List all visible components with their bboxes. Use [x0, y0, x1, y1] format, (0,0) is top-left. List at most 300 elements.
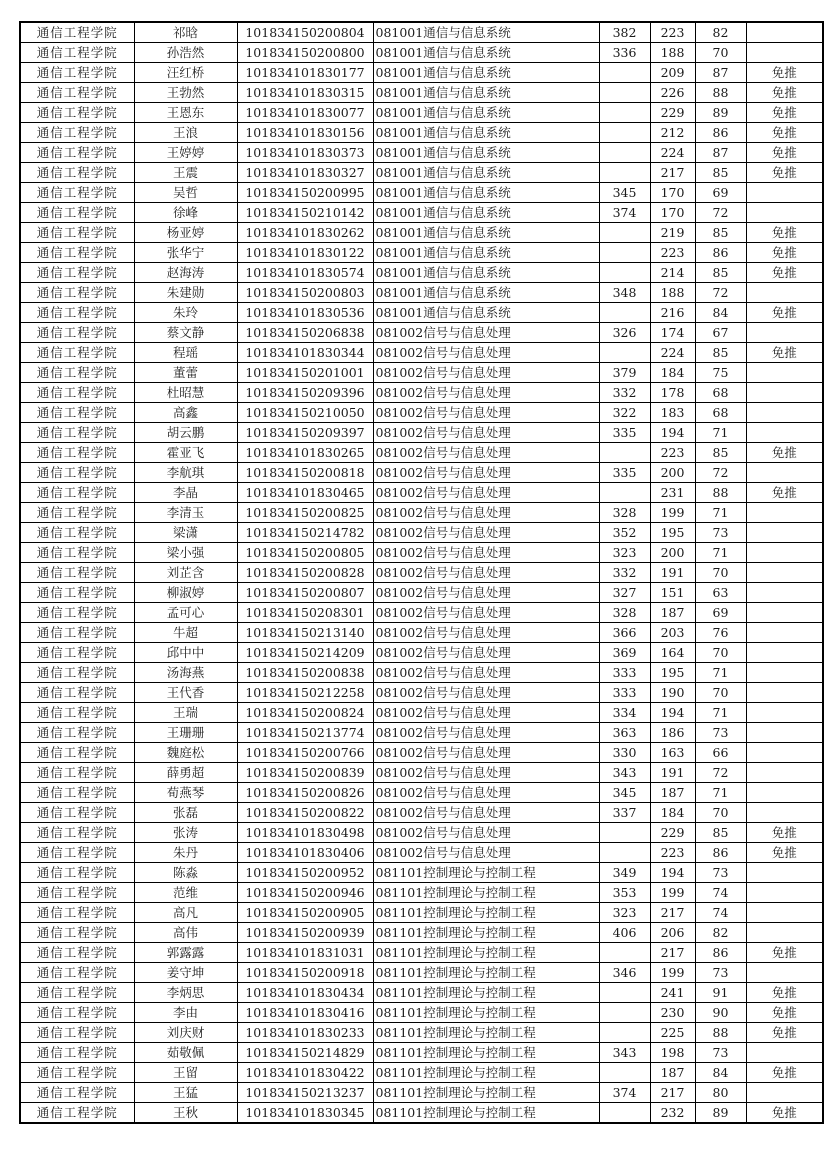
- cell-score2: 194: [650, 703, 695, 723]
- cell-college: 通信工程学院: [20, 523, 134, 543]
- cell-score1: [599, 143, 650, 163]
- cell-college: 通信工程学院: [20, 563, 134, 583]
- cell-candidate_no: 101834150213237: [237, 1083, 373, 1103]
- cell-major: 081101控制理论与控制工程: [373, 1023, 599, 1043]
- cell-candidate_no: 101834101830345: [237, 1103, 373, 1124]
- cell-candidate_no: 101834150200818: [237, 463, 373, 483]
- cell-score3: 73: [695, 523, 746, 543]
- cell-candidate_no: 101834101830574: [237, 263, 373, 283]
- cell-name: 赵海涛: [134, 263, 237, 283]
- cell-college: 通信工程学院: [20, 463, 134, 483]
- cell-candidate_no: 101834150214209: [237, 643, 373, 663]
- cell-score2: 224: [650, 343, 695, 363]
- cell-name: 荀燕琴: [134, 783, 237, 803]
- cell-candidate_no: 101834150214782: [237, 523, 373, 543]
- cell-name: 杜昭慧: [134, 383, 237, 403]
- cell-score1: 374: [599, 1083, 650, 1103]
- cell-major: 081001通信与信息系统: [373, 203, 599, 223]
- cell-major: 081002信号与信息处理: [373, 783, 599, 803]
- cell-note: 免推: [746, 943, 823, 963]
- cell-score3: 71: [695, 543, 746, 563]
- cell-score2: 229: [650, 823, 695, 843]
- cell-college: 通信工程学院: [20, 1023, 134, 1043]
- cell-candidate_no: 101834150200839: [237, 763, 373, 783]
- cell-score1: [599, 943, 650, 963]
- cell-score3: 86: [695, 123, 746, 143]
- cell-score2: 184: [650, 363, 695, 383]
- cell-college: 通信工程学院: [20, 803, 134, 823]
- table-row: [20, 263, 823, 283]
- cell-candidate_no: 101834150213140: [237, 623, 373, 643]
- cell-score1: [599, 123, 650, 143]
- table-row: [20, 543, 823, 563]
- cell-name: 胡云鹏: [134, 423, 237, 443]
- cell-candidate_no: 101834150212258: [237, 683, 373, 703]
- cell-major: 081101控制理论与控制工程: [373, 943, 599, 963]
- cell-score1: 337: [599, 803, 650, 823]
- cell-candidate_no: 101834101830327: [237, 163, 373, 183]
- table-row: [20, 1003, 823, 1023]
- table-row: [20, 643, 823, 663]
- cell-score2: 186: [650, 723, 695, 743]
- table-row: [20, 763, 823, 783]
- cell-score1: [599, 263, 650, 283]
- cell-score3: 68: [695, 383, 746, 403]
- cell-name: 杨亚婷: [134, 223, 237, 243]
- cell-note: 免推: [746, 63, 823, 83]
- cell-major: 081001通信与信息系统: [373, 123, 599, 143]
- table-row: [20, 43, 823, 63]
- cell-score3: 72: [695, 763, 746, 783]
- cell-note: 免推: [746, 843, 823, 863]
- cell-name: 王瑞: [134, 703, 237, 723]
- cell-score2: 151: [650, 583, 695, 603]
- cell-score3: 69: [695, 183, 746, 203]
- cell-score1: [599, 443, 650, 463]
- cell-note: [746, 583, 823, 603]
- cell-note: 免推: [746, 1063, 823, 1083]
- cell-score1: [599, 343, 650, 363]
- cell-note: [746, 563, 823, 583]
- cell-score2: 200: [650, 463, 695, 483]
- cell-name: 郭露露: [134, 943, 237, 963]
- cell-note: [746, 603, 823, 623]
- cell-note: [746, 523, 823, 543]
- cell-college: 通信工程学院: [20, 543, 134, 563]
- cell-score1: 374: [599, 203, 650, 223]
- cell-college: 通信工程学院: [20, 683, 134, 703]
- cell-score3: 74: [695, 883, 746, 903]
- cell-college: 通信工程学院: [20, 963, 134, 983]
- cell-score2: 226: [650, 83, 695, 103]
- cell-major: 081002信号与信息处理: [373, 403, 599, 423]
- table-row: [20, 243, 823, 263]
- cell-name: 王留: [134, 1063, 237, 1083]
- cell-name: 王恩东: [134, 103, 237, 123]
- cell-score3: 86: [695, 243, 746, 263]
- cell-score1: 332: [599, 383, 650, 403]
- cell-score3: 85: [695, 823, 746, 843]
- cell-candidate_no: 101834150200804: [237, 22, 373, 43]
- cell-note: 免推: [746, 483, 823, 503]
- table-row: [20, 1063, 823, 1083]
- cell-candidate_no: 101834150213774: [237, 723, 373, 743]
- cell-name: 茹敬佩: [134, 1043, 237, 1063]
- cell-note: 免推: [746, 303, 823, 323]
- cell-major: 081002信号与信息处理: [373, 663, 599, 683]
- cell-name: 邱中中: [134, 643, 237, 663]
- cell-note: [746, 903, 823, 923]
- cell-major: 081002信号与信息处理: [373, 763, 599, 783]
- cell-note: 免推: [746, 263, 823, 283]
- cell-candidate_no: 101834150201001: [237, 363, 373, 383]
- cell-score2: 184: [650, 803, 695, 823]
- cell-college: 通信工程学院: [20, 22, 134, 43]
- cell-score2: 188: [650, 43, 695, 63]
- cell-major: 081101控制理论与控制工程: [373, 903, 599, 923]
- cell-score1: 369: [599, 643, 650, 663]
- cell-score2: 164: [650, 643, 695, 663]
- cell-college: 通信工程学院: [20, 363, 134, 383]
- cell-college: 通信工程学院: [20, 923, 134, 943]
- cell-college: 通信工程学院: [20, 103, 134, 123]
- cell-score1: [599, 1063, 650, 1083]
- cell-candidate_no: 101834101830233: [237, 1023, 373, 1043]
- cell-score1: 343: [599, 1043, 650, 1063]
- cell-major: 081001通信与信息系统: [373, 303, 599, 323]
- cell-score1: 327: [599, 583, 650, 603]
- cell-score2: 200: [650, 543, 695, 563]
- cell-note: 免推: [746, 1003, 823, 1023]
- cell-score2: 194: [650, 423, 695, 443]
- cell-score3: 66: [695, 743, 746, 763]
- cell-major: 081002信号与信息处理: [373, 563, 599, 583]
- cell-major: 081101控制理论与控制工程: [373, 963, 599, 983]
- cell-candidate_no: 101834150209396: [237, 383, 373, 403]
- cell-score3: 69: [695, 603, 746, 623]
- cell-major: 081002信号与信息处理: [373, 503, 599, 523]
- cell-name: 高凡: [134, 903, 237, 923]
- table-row: [20, 703, 823, 723]
- cell-score2: 199: [650, 503, 695, 523]
- cell-name: 朱建勋: [134, 283, 237, 303]
- cell-score1: [599, 1003, 650, 1023]
- cell-note: 免推: [746, 823, 823, 843]
- cell-name: 朱丹: [134, 843, 237, 863]
- table-row: [20, 783, 823, 803]
- cell-note: [746, 723, 823, 743]
- cell-note: [746, 663, 823, 683]
- table-row: [20, 663, 823, 683]
- cell-note: [746, 1083, 823, 1103]
- cell-score1: 379: [599, 363, 650, 383]
- table-row: [20, 203, 823, 223]
- cell-major: 081001通信与信息系统: [373, 223, 599, 243]
- cell-major: 081101控制理论与控制工程: [373, 1083, 599, 1103]
- cell-score2: 216: [650, 303, 695, 323]
- cell-candidate_no: 101834101830262: [237, 223, 373, 243]
- table-row: [20, 983, 823, 1003]
- cell-major: 081002信号与信息处理: [373, 323, 599, 343]
- cell-college: 通信工程学院: [20, 123, 134, 143]
- table-row: [20, 843, 823, 863]
- cell-major: 081001通信与信息系统: [373, 283, 599, 303]
- cell-college: 通信工程学院: [20, 1083, 134, 1103]
- cell-score1: 382: [599, 22, 650, 43]
- cell-major: 081101控制理论与控制工程: [373, 1103, 599, 1124]
- cell-note: 免推: [746, 443, 823, 463]
- cell-note: 免推: [746, 83, 823, 103]
- cell-name: 程瑶: [134, 343, 237, 363]
- cell-college: 通信工程学院: [20, 703, 134, 723]
- cell-candidate_no: 101834150206838: [237, 323, 373, 343]
- cell-college: 通信工程学院: [20, 723, 134, 743]
- cell-name: 柳淑婷: [134, 583, 237, 603]
- cell-score3: 63: [695, 583, 746, 603]
- cell-score1: 345: [599, 183, 650, 203]
- cell-score2: 217: [650, 163, 695, 183]
- cell-score2: 214: [650, 263, 695, 283]
- cell-name: 高鑫: [134, 403, 237, 423]
- cell-college: 通信工程学院: [20, 263, 134, 283]
- table-row: [20, 1023, 823, 1043]
- cell-college: 通信工程学院: [20, 443, 134, 463]
- cell-score3: 88: [695, 483, 746, 503]
- cell-major: 081001通信与信息系统: [373, 143, 599, 163]
- cell-name: 吴哲: [134, 183, 237, 203]
- cell-major: 081002信号与信息处理: [373, 363, 599, 383]
- cell-score3: 72: [695, 283, 746, 303]
- table-row: [20, 323, 823, 343]
- table-row: [20, 1083, 823, 1103]
- cell-score1: 352: [599, 523, 650, 543]
- cell-score1: 326: [599, 323, 650, 343]
- cell-score1: [599, 103, 650, 123]
- table-row: [20, 683, 823, 703]
- cell-note: [746, 623, 823, 643]
- cell-score1: 336: [599, 43, 650, 63]
- cell-score2: 223: [650, 243, 695, 263]
- cell-name: 刘芷含: [134, 563, 237, 583]
- cell-score1: 343: [599, 763, 650, 783]
- cell-note: 免推: [746, 123, 823, 143]
- cell-score3: 71: [695, 663, 746, 683]
- cell-score1: 348: [599, 283, 650, 303]
- cell-major: 081002信号与信息处理: [373, 383, 599, 403]
- cell-candidate_no: 101834101830177: [237, 63, 373, 83]
- cell-score1: [599, 303, 650, 323]
- cell-note: [746, 803, 823, 823]
- table-row: [20, 163, 823, 183]
- cell-name: 蔡文静: [134, 323, 237, 343]
- cell-candidate_no: 101834101830344: [237, 343, 373, 363]
- cell-score1: 363: [599, 723, 650, 743]
- cell-major: 081101控制理论与控制工程: [373, 1003, 599, 1023]
- cell-score2: 190: [650, 683, 695, 703]
- cell-note: 免推: [746, 103, 823, 123]
- cell-name: 牛超: [134, 623, 237, 643]
- cell-name: 王猛: [134, 1083, 237, 1103]
- cell-note: [746, 463, 823, 483]
- cell-score3: 73: [695, 1043, 746, 1063]
- cell-college: 通信工程学院: [20, 1043, 134, 1063]
- cell-score3: 68: [695, 403, 746, 423]
- cell-candidate_no: 101834101830265: [237, 443, 373, 463]
- cell-candidate_no: 101834150214829: [237, 1043, 373, 1063]
- table-row: [20, 303, 823, 323]
- cell-candidate_no: 101834101830498: [237, 823, 373, 843]
- cell-score2: 232: [650, 1103, 695, 1124]
- cell-major: 081002信号与信息处理: [373, 683, 599, 703]
- cell-score2: 187: [650, 783, 695, 803]
- cell-score3: 84: [695, 303, 746, 323]
- cell-note: [746, 203, 823, 223]
- cell-college: 通信工程学院: [20, 603, 134, 623]
- cell-college: 通信工程学院: [20, 1063, 134, 1083]
- cell-candidate_no: 101834150200838: [237, 663, 373, 683]
- cell-name: 薛勇超: [134, 763, 237, 783]
- cell-score2: 212: [650, 123, 695, 143]
- cell-note: [746, 883, 823, 903]
- cell-score3: 86: [695, 943, 746, 963]
- cell-score3: 85: [695, 443, 746, 463]
- cell-score2: 198: [650, 1043, 695, 1063]
- cell-score1: 335: [599, 423, 650, 443]
- cell-college: 通信工程学院: [20, 943, 134, 963]
- cell-score3: 75: [695, 363, 746, 383]
- cell-score1: 345: [599, 783, 650, 803]
- cell-candidate_no: 101834150200824: [237, 703, 373, 723]
- cell-major: 081002信号与信息处理: [373, 723, 599, 743]
- cell-college: 通信工程学院: [20, 583, 134, 603]
- cell-candidate_no: 101834150200825: [237, 503, 373, 523]
- cell-college: 通信工程学院: [20, 983, 134, 1003]
- table-row: [20, 883, 823, 903]
- cell-score3: 80: [695, 1083, 746, 1103]
- cell-major: 081001通信与信息系统: [373, 22, 599, 43]
- cell-score1: [599, 83, 650, 103]
- cell-score2: 209: [650, 63, 695, 83]
- cell-major: 081002信号与信息处理: [373, 823, 599, 843]
- cell-major: 081001通信与信息系统: [373, 163, 599, 183]
- table-row: [20, 283, 823, 303]
- cell-score1: [599, 163, 650, 183]
- cell-major: 081002信号与信息处理: [373, 703, 599, 723]
- table-row: [20, 723, 823, 743]
- cell-major: 081002信号与信息处理: [373, 743, 599, 763]
- cell-score2: 188: [650, 283, 695, 303]
- cell-name: 姜守坤: [134, 963, 237, 983]
- cell-college: 通信工程学院: [20, 403, 134, 423]
- cell-major: 081101控制理论与控制工程: [373, 983, 599, 1003]
- cell-score2: 224: [650, 143, 695, 163]
- cell-score2: 183: [650, 403, 695, 423]
- cell-name: 范维: [134, 883, 237, 903]
- cell-note: [746, 503, 823, 523]
- table-row: [20, 583, 823, 603]
- cell-score2: 241: [650, 983, 695, 1003]
- table-row: [20, 83, 823, 103]
- cell-score3: 90: [695, 1003, 746, 1023]
- table-row: [20, 123, 823, 143]
- cell-college: 通信工程学院: [20, 863, 134, 883]
- cell-major: 081101控制理论与控制工程: [373, 1043, 599, 1063]
- table-row: [20, 183, 823, 203]
- cell-major: 081001通信与信息系统: [373, 43, 599, 63]
- table-row: [20, 903, 823, 923]
- cell-name: 刘庆财: [134, 1023, 237, 1043]
- cell-candidate_no: 101834150200807: [237, 583, 373, 603]
- table-row: [20, 223, 823, 243]
- cell-score3: 73: [695, 863, 746, 883]
- cell-score1: [599, 223, 650, 243]
- cell-name: 李晶: [134, 483, 237, 503]
- cell-score2: 170: [650, 203, 695, 223]
- cell-name: 梁潇: [134, 523, 237, 543]
- cell-candidate_no: 101834150200828: [237, 563, 373, 583]
- table-row: [20, 383, 823, 403]
- table-row: [20, 423, 823, 443]
- cell-score3: 70: [695, 43, 746, 63]
- cell-note: [746, 703, 823, 723]
- cell-score2: 219: [650, 223, 695, 243]
- cell-college: 通信工程学院: [20, 43, 134, 63]
- cell-name: 王震: [134, 163, 237, 183]
- cell-college: 通信工程学院: [20, 1003, 134, 1023]
- cell-score1: 353: [599, 883, 650, 903]
- cell-score3: 88: [695, 1023, 746, 1043]
- cell-college: 通信工程学院: [20, 143, 134, 163]
- cell-note: [746, 22, 823, 43]
- cell-score1: [599, 1103, 650, 1124]
- cell-score3: 70: [695, 803, 746, 823]
- cell-college: 通信工程学院: [20, 63, 134, 83]
- cell-candidate_no: 101834150210142: [237, 203, 373, 223]
- cell-major: 081001通信与信息系统: [373, 83, 599, 103]
- cell-name: 董蕾: [134, 363, 237, 383]
- cell-candidate_no: 101834101830315: [237, 83, 373, 103]
- table-row: [20, 503, 823, 523]
- cell-score3: 72: [695, 203, 746, 223]
- cell-candidate_no: 101834101831031: [237, 943, 373, 963]
- cell-score2: 170: [650, 183, 695, 203]
- cell-name: 王浪: [134, 123, 237, 143]
- cell-score2: 217: [650, 903, 695, 923]
- cell-score2: 230: [650, 1003, 695, 1023]
- cell-score2: 194: [650, 863, 695, 883]
- cell-note: 免推: [746, 243, 823, 263]
- cell-name: 李炳思: [134, 983, 237, 1003]
- cell-candidate_no: 101834101830406: [237, 843, 373, 863]
- cell-score2: 178: [650, 383, 695, 403]
- cell-candidate_no: 101834150200939: [237, 923, 373, 943]
- cell-score3: 85: [695, 223, 746, 243]
- cell-candidate_no: 101834101830434: [237, 983, 373, 1003]
- table-row: [20, 443, 823, 463]
- cell-note: [746, 363, 823, 383]
- cell-candidate_no: 101834150200918: [237, 963, 373, 983]
- table-row: [20, 343, 823, 363]
- cell-college: 通信工程学院: [20, 1103, 134, 1124]
- cell-candidate_no: 101834150208301: [237, 603, 373, 623]
- cell-major: 081001通信与信息系统: [373, 183, 599, 203]
- cell-score1: [599, 483, 650, 503]
- cell-name: 王秋: [134, 1103, 237, 1124]
- cell-score2: 223: [650, 22, 695, 43]
- cell-score3: 70: [695, 683, 746, 703]
- table-row: [20, 943, 823, 963]
- cell-college: 通信工程学院: [20, 223, 134, 243]
